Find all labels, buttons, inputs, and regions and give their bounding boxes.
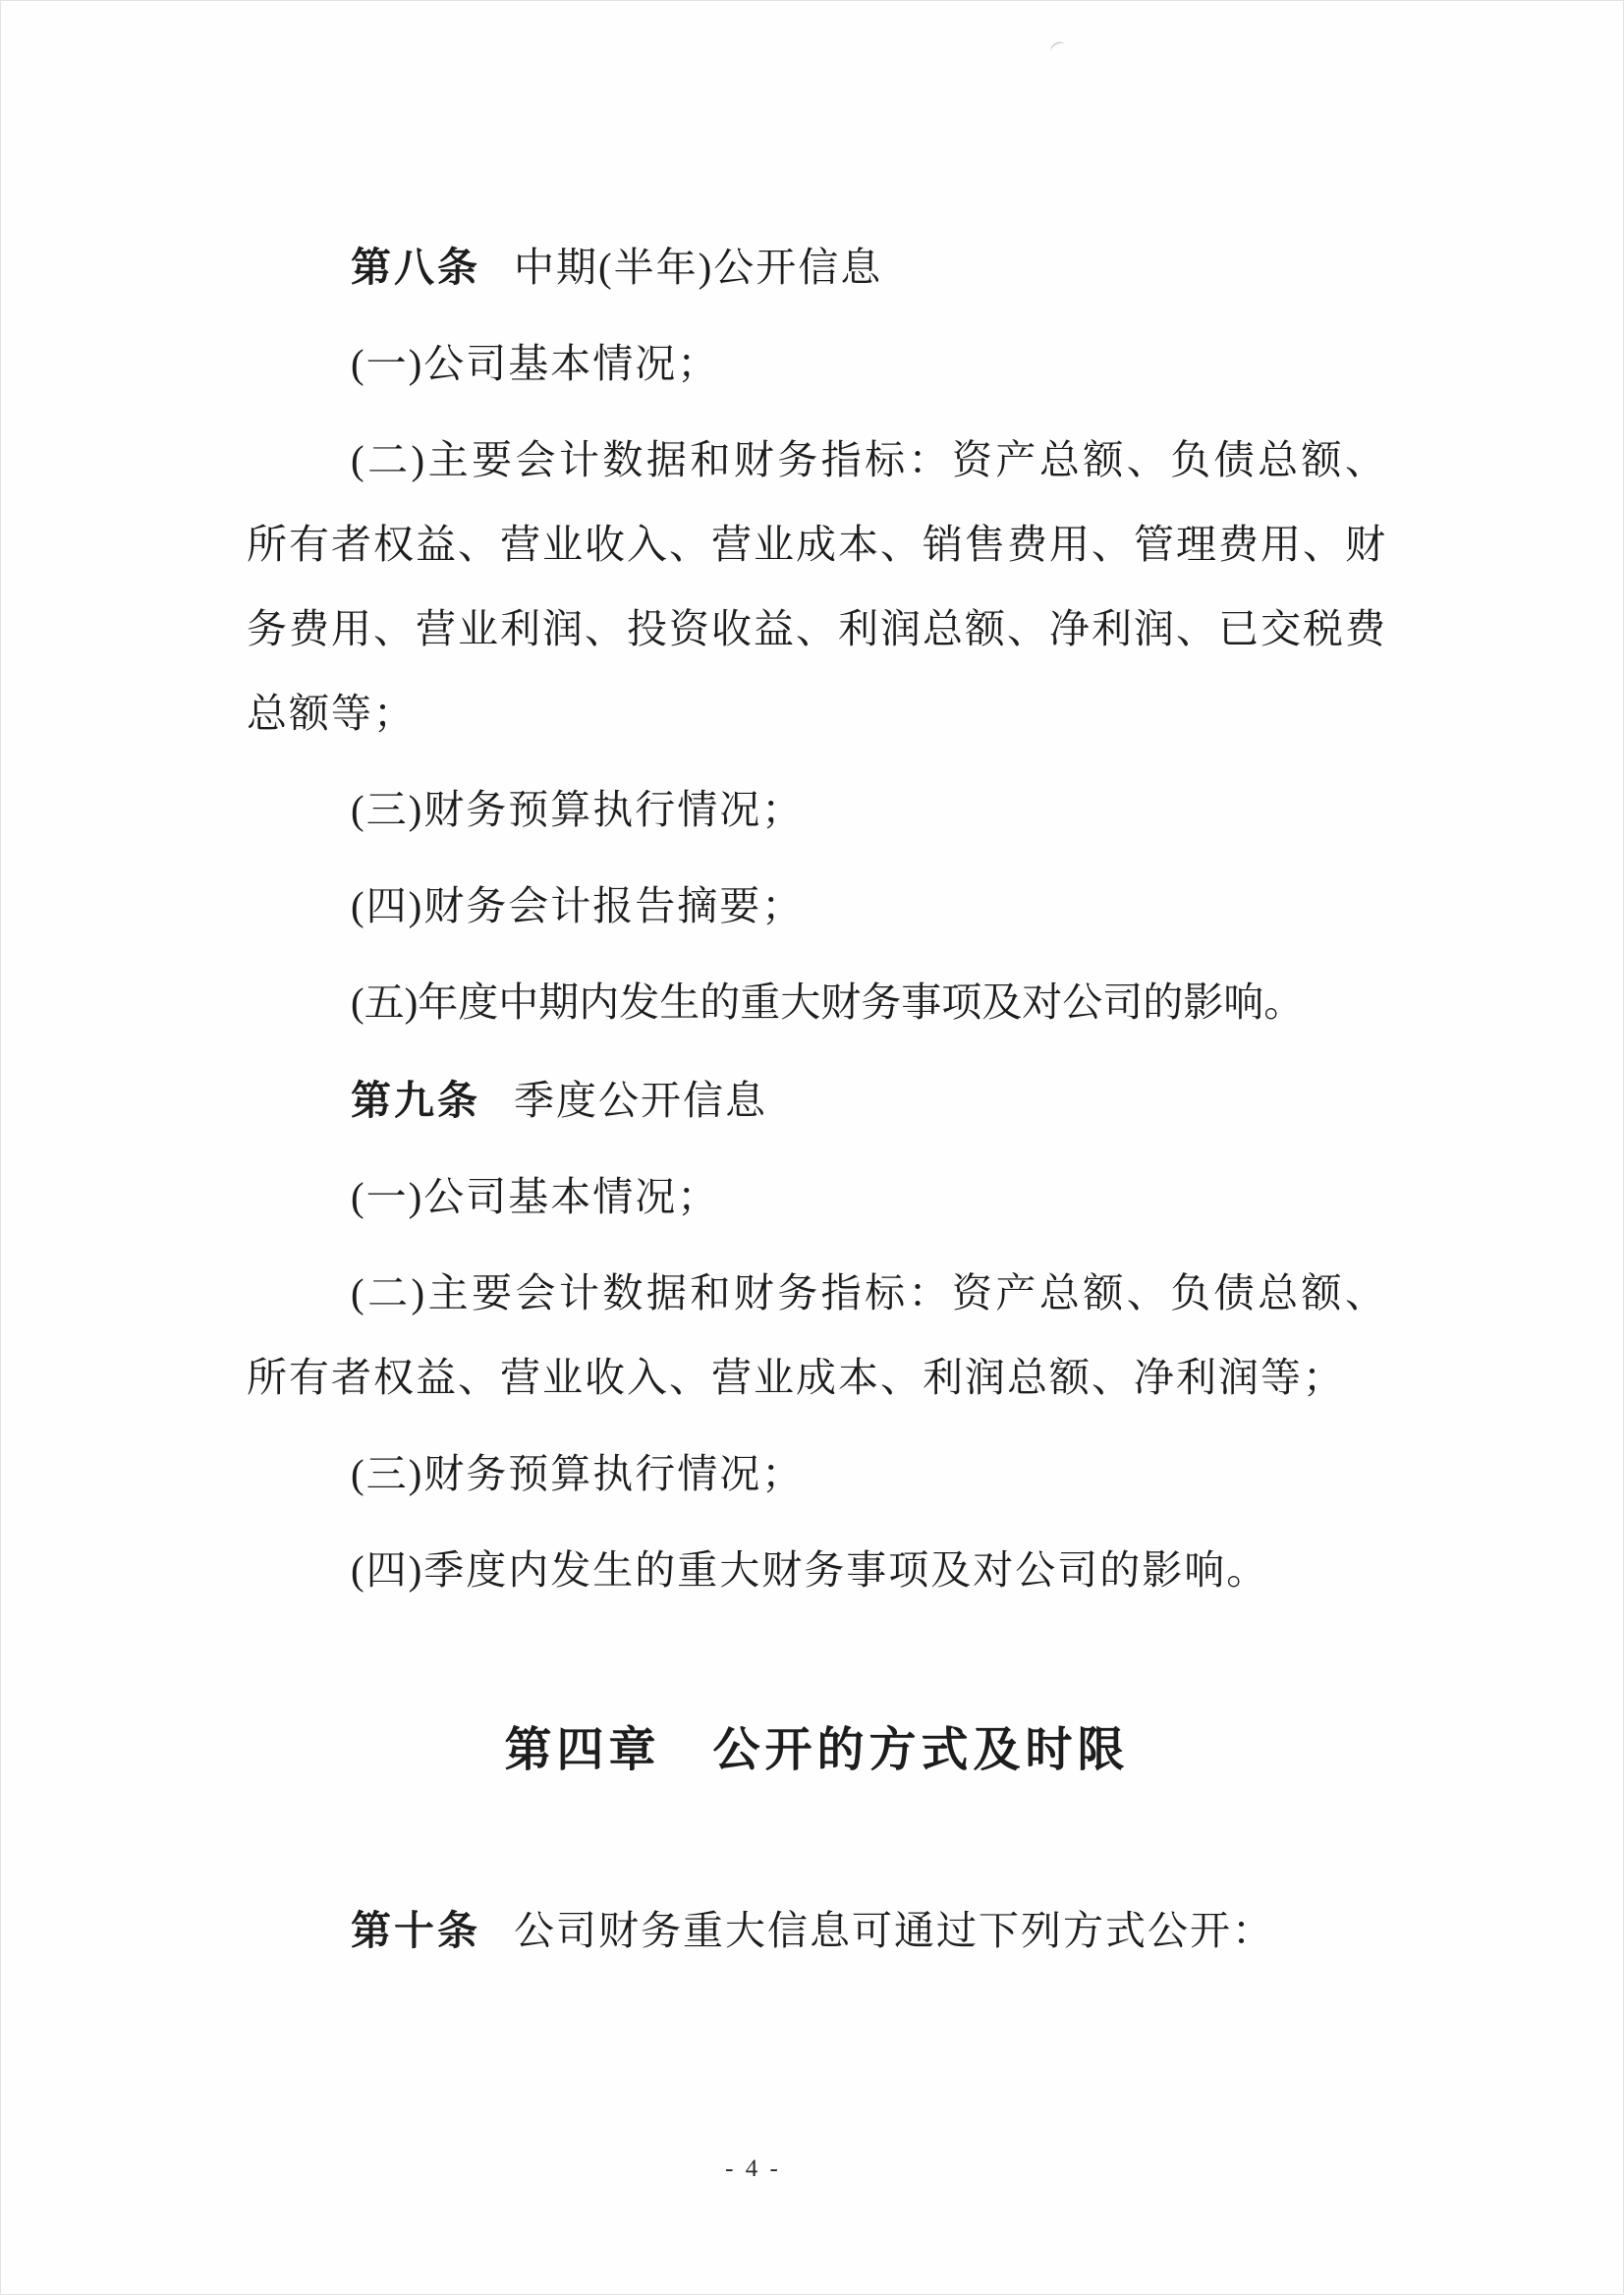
clause-item: (四)财务会计报告摘要； — [351, 883, 805, 928]
article-8-number-label: 第八条 — [351, 245, 480, 290]
article-10-heading — [247, 1888, 1387, 1973]
clause-item: (二)主要会计数据和财务指标：资产总额、负债总额、所有者权益、营业收入、营业成本、销售费用、管理费用、财务费用、营业利润、投资收益、利润总额、净利润、已交税费总额等； — [247, 437, 1387, 736]
clause-item: (三)财务预算执行情况； — [351, 787, 805, 832]
article-9-title: 季度公开信息 — [514, 1078, 767, 1123]
clause-item: (四)季度内发生的重大财务事项及对公司的影响。 — [351, 1547, 1269, 1593]
article-8-heading — [247, 225, 1387, 309]
chapter-4-heading: 第四章 公开的方式及时限 — [504, 1724, 1130, 1776]
article-9-number-label: 第九条 — [351, 1078, 480, 1123]
article-10-number-label: 第十条 — [351, 1908, 480, 1953]
clause-item: (一)公司基本情况； — [351, 1174, 720, 1219]
clause-item: (一)公司基本情况； — [351, 341, 720, 386]
page-number: - 4 - — [725, 2155, 781, 2182]
article-9-heading — [247, 1058, 1387, 1143]
article-8-title: 中期(半年)公开信息 — [514, 245, 883, 290]
article-10-title: 公司财务重大信息可通过下列方式公开： — [514, 1908, 1274, 1953]
scan-artifact-mark — [1048, 39, 1068, 57]
clause-item: (三)财务预算执行情况； — [351, 1451, 805, 1496]
clause-item: (二)主要会计数据和财务指标：资产总额、负债总额、所有者权益、营业收入、营业成本、利润总额、净利润等； — [247, 1270, 1387, 1400]
clause-item: (五)年度中期内发生的重大财务事项及对公司的影响。 — [351, 980, 1305, 1025]
